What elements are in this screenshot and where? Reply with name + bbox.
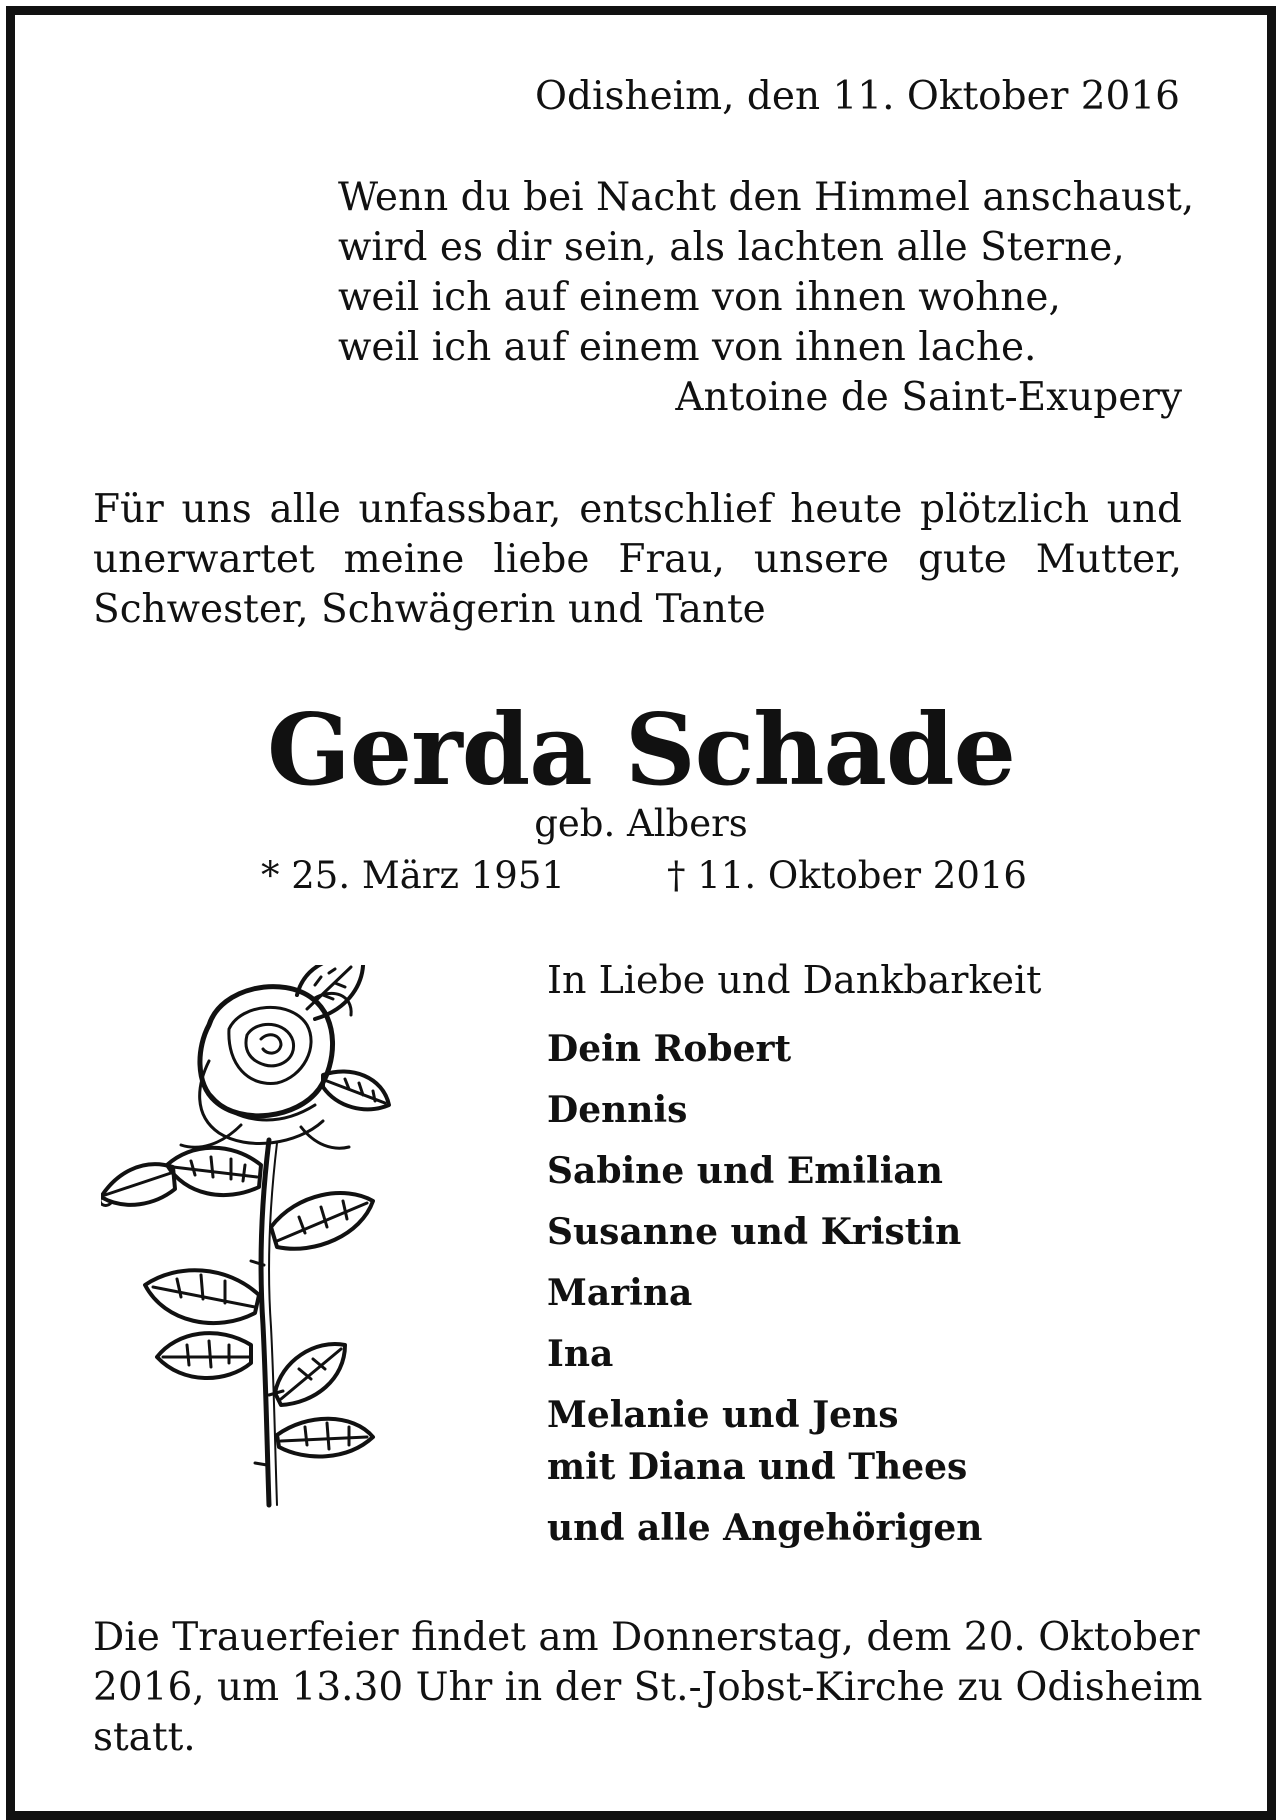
family-member: Melanie und Jens xyxy=(547,1394,899,1436)
family-member: Ina xyxy=(547,1333,614,1375)
intro-line: Für uns alle unfassbar, entschlief heute plötzlich und xyxy=(93,487,1182,532)
family-member: Dennis xyxy=(547,1089,688,1131)
family-intro: In Liebe und Dankbarkeit xyxy=(547,958,1042,1002)
family-member: Marina xyxy=(547,1272,693,1314)
death-date: † 11. Oktober 2016 xyxy=(667,854,1027,897)
poem-line: Wenn du bei Nacht den Himmel anschaust, xyxy=(338,175,1195,220)
birth-name: geb. Albers xyxy=(534,802,748,845)
poem-author: Antoine de Saint-Exupery xyxy=(675,375,1182,420)
service-line: statt. xyxy=(93,1715,196,1760)
obituary-content xyxy=(15,15,1267,1811)
rose-icon xyxy=(101,965,413,1515)
service-line: 2016, um 13.30 Uhr in der St.-Jobst-Kirche zu Odisheim xyxy=(93,1665,1203,1710)
poem-block xyxy=(338,173,1195,423)
poem-line: wird es dir sein, als lachten alle Sterne, xyxy=(338,225,1125,270)
service-paragraph xyxy=(93,1613,1203,1763)
poem-line: weil ich auf einem von ihnen wohne, xyxy=(338,275,1061,320)
family-list xyxy=(547,1025,982,1565)
intro-paragraph xyxy=(93,485,1182,635)
poem-line: weil ich auf einem von ihnen lache. xyxy=(338,325,1037,370)
family-member: und alle Angehörigen xyxy=(547,1507,983,1549)
family-member: Dein Robert xyxy=(547,1028,792,1070)
family-member: Sabine und Emilian xyxy=(547,1150,943,1192)
birth-date: * 25. März 1951 xyxy=(261,854,565,897)
service-line: Die Trauerfeier findet am Donnerstag, dem 20. Oktober xyxy=(93,1615,1200,1660)
place-date: Odisheim, den 11. Oktober 2016 xyxy=(535,74,1180,119)
deceased-name: Gerda Schade xyxy=(267,693,1015,808)
intro-line: unerwartet meine liebe Frau, unsere gute Mutter, xyxy=(93,537,1182,582)
intro-line: Schwester, Schwägerin und Tante xyxy=(93,587,766,632)
family-member: Susanne und Kristin xyxy=(547,1211,962,1253)
family-member: mit Diana und Thees xyxy=(547,1446,968,1488)
obituary-frame xyxy=(6,6,1276,1820)
